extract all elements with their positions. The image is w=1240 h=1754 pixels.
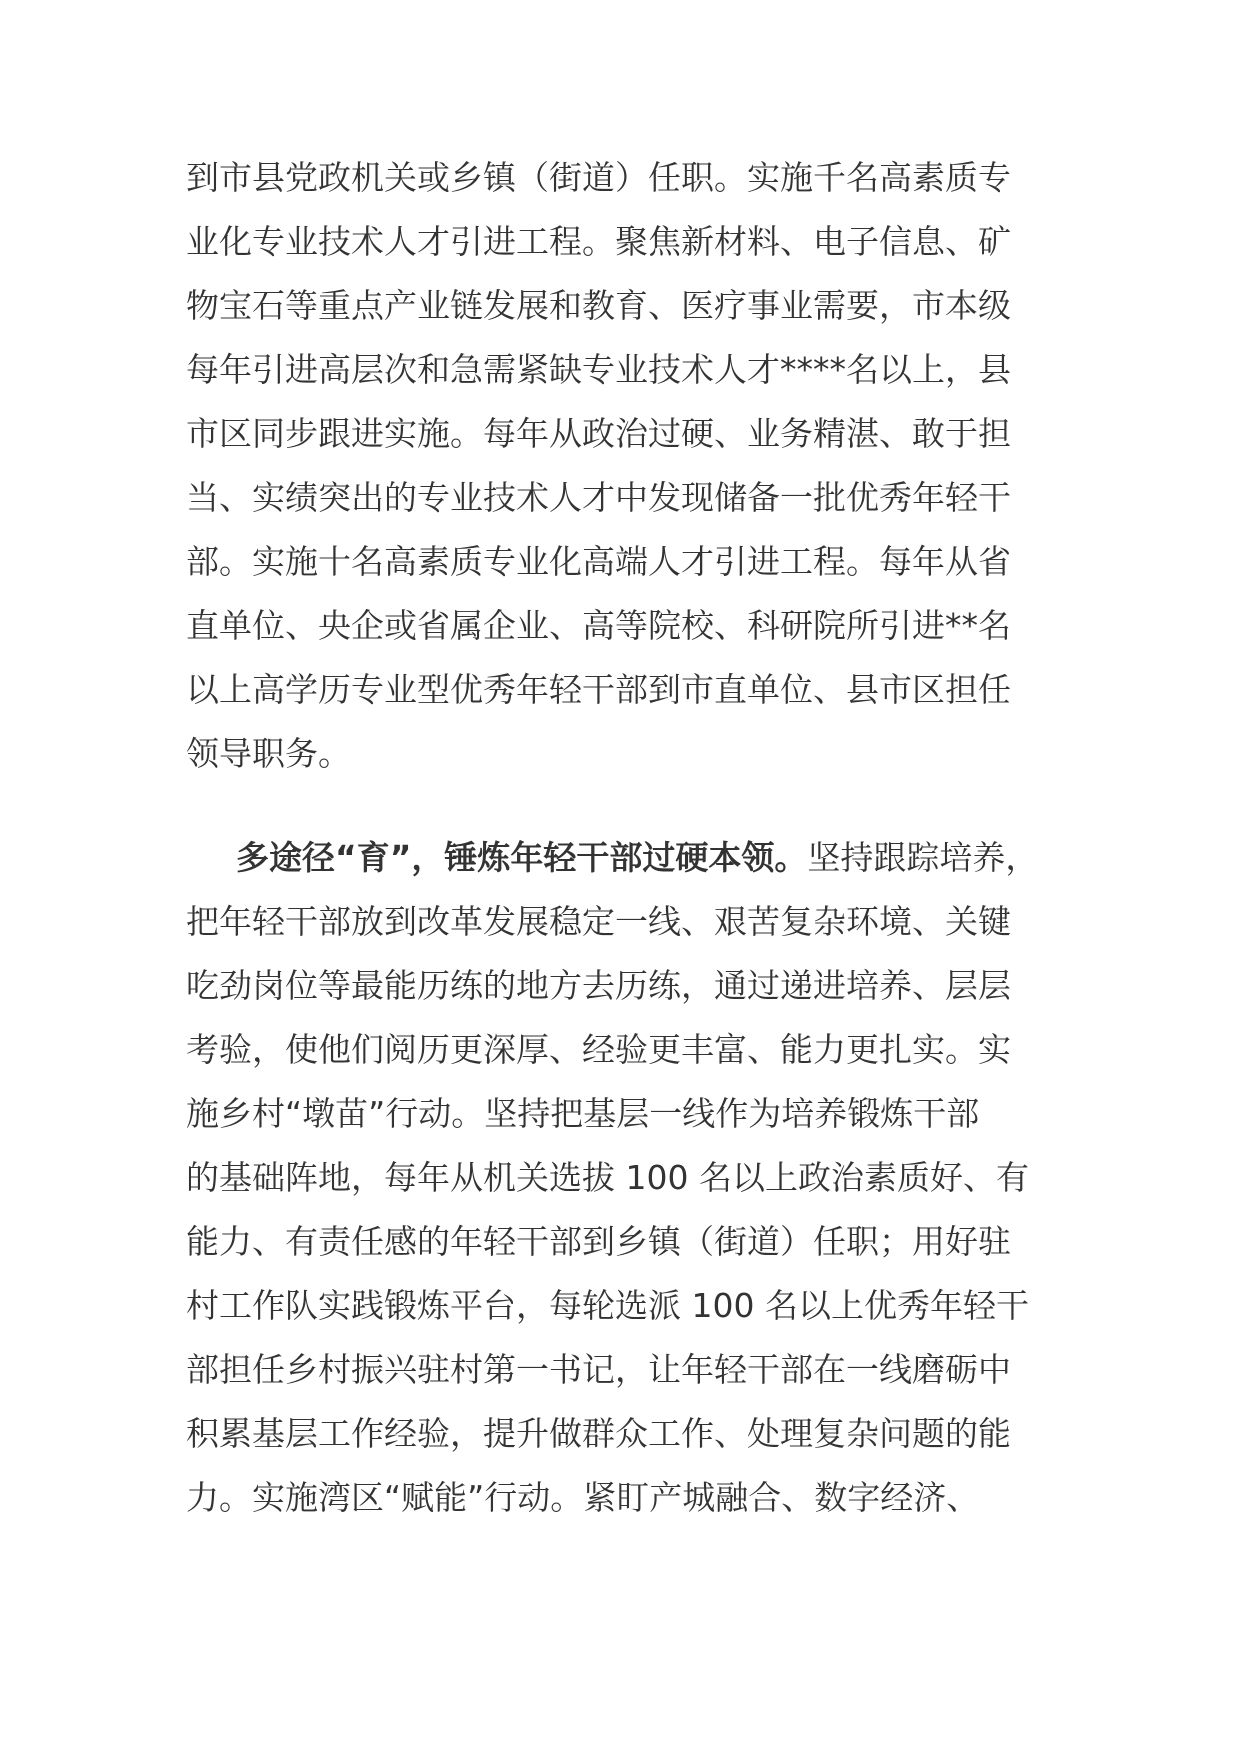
paragraph-line: 把年轻干部放到改革发展稳定一线、艰苦复杂环境、关键: [186, 902, 1011, 941]
paragraph-line: 部。实施十名高素质专业化高端人才引进工程。每年从省: [186, 542, 1011, 581]
paragraph-line: 吃劲岗位等最能历练的地方去历练，通过递进培养、层层: [186, 966, 1011, 1005]
paragraph-line: 每年引进高层次和急需紧缺专业技术人才****名以上，县: [186, 350, 1011, 389]
paragraph-line: 积累基层工作经验，提升做群众工作、处理复杂问题的能: [186, 1414, 1011, 1453]
paragraph-line: 业化专业技术人才引进工程。聚焦新材料、电子信息、矿: [186, 222, 1011, 261]
heading-trailing-text: 坚持跟踪培养，: [807, 838, 1039, 877]
paragraph-line: 能力、有责任感的年轻干部到乡镇（街道）任职；用好驻: [186, 1222, 1011, 1261]
paragraph-first-line: [186, 826, 1056, 890]
paragraph-line: 考验，使他们阅历更深厚、经验更丰富、能力更扎实。实: [186, 1030, 1011, 1069]
paragraph-line: 部担任乡村振兴驻村第一书记，让年轻干部在一线磨砺中: [186, 1350, 1011, 1389]
paragraph-line: 领导职务。: [186, 734, 351, 773]
paragraph-line: 直单位、央企或省属企业、高等院校、科研院所引进**名: [186, 606, 1011, 645]
paragraph-line: 市区同步跟进实施。每年从政治过硬、业务精湛、敢于担: [186, 414, 1011, 453]
paragraph-line: 到市县党政机关或乡镇（街道）任职。实施千名高素质专: [186, 158, 1011, 197]
paragraph-line: 当、实绩突出的专业技术人才中发现储备一批优秀年轻干: [186, 478, 1011, 517]
paragraph-2: [186, 826, 1056, 1530]
section-heading: 多途径“育”，锤炼年轻干部过硬本领。: [236, 838, 808, 877]
paragraph-1: [186, 146, 1056, 786]
paragraph-line: 以上高学历专业型优秀年轻干部到市直单位、县市区担任: [186, 670, 1011, 709]
paragraph-line: 力。实施湾区“赋能”行动。紧盯产城融合、数字经济、: [186, 1478, 980, 1517]
paragraph-line: 村工作队实践锻炼平台，每轮选派 100 名以上优秀年轻干: [186, 1286, 1029, 1325]
paragraph-line: 施乡村“墩苗”行动。坚持把基层一线作为培养锻炼干部: [186, 1094, 980, 1133]
paragraph-line: 物宝石等重点产业链发展和教育、医疗事业需要，市本级: [186, 286, 1011, 325]
paragraph-line: 的基础阵地，每年从机关选拔 100 名以上政治素质好、有: [186, 1158, 1029, 1197]
